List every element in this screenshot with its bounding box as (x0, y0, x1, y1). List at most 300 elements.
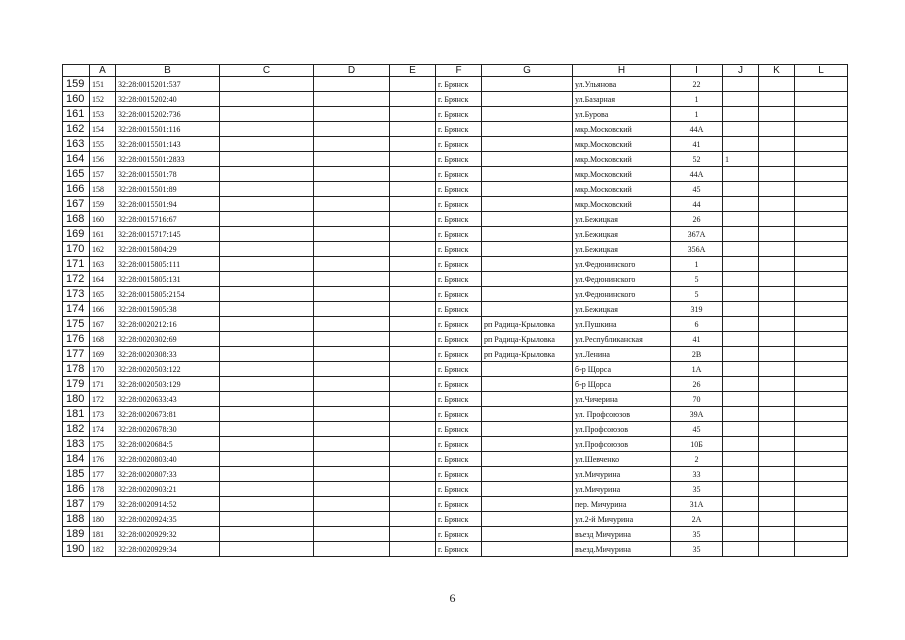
cell-i-house[interactable]: 356А (671, 242, 723, 257)
cell-l[interactable] (795, 422, 848, 437)
cell-d[interactable] (314, 407, 390, 422)
cell-d[interactable] (314, 77, 390, 92)
cell-l[interactable] (795, 257, 848, 272)
cell-a[interactable]: 179 (90, 497, 116, 512)
cell-e[interactable] (390, 77, 436, 92)
cell-j[interactable] (723, 527, 759, 542)
cell-g-settlement[interactable] (482, 107, 573, 122)
cell-i-house[interactable]: 39А (671, 407, 723, 422)
cell-l[interactable] (795, 467, 848, 482)
cell-b-cadastral-number[interactable]: 32:28:0015805:2154 (116, 287, 220, 302)
cell-k[interactable] (759, 77, 795, 92)
cell-g-settlement[interactable] (482, 287, 573, 302)
cell-b-cadastral-number[interactable]: 32:28:0020633:43 (116, 392, 220, 407)
cell-j[interactable] (723, 437, 759, 452)
cell-f-city[interactable]: г. Брянск (436, 92, 482, 107)
cell-d[interactable] (314, 287, 390, 302)
cell-j[interactable] (723, 347, 759, 362)
cell-e[interactable] (390, 437, 436, 452)
cell-e[interactable] (390, 542, 436, 557)
cell-i-house[interactable]: 367А (671, 227, 723, 242)
cell-d[interactable] (314, 137, 390, 152)
cell-c[interactable] (220, 542, 314, 557)
cell-i-house[interactable]: 1 (671, 92, 723, 107)
cell-k[interactable] (759, 317, 795, 332)
cell-f-city[interactable]: г. Брянск (436, 482, 482, 497)
cell-d[interactable] (314, 212, 390, 227)
cell-b-cadastral-number[interactable]: 32:28:0015201:537 (116, 77, 220, 92)
cell-f-city[interactable]: г. Брянск (436, 242, 482, 257)
cell-e[interactable] (390, 527, 436, 542)
cell-f-city[interactable]: г. Брянск (436, 302, 482, 317)
cell-c[interactable] (220, 317, 314, 332)
cell-h-street[interactable]: ул.Ульянова (573, 77, 671, 92)
cell-l[interactable] (795, 452, 848, 467)
cell-e[interactable] (390, 362, 436, 377)
cell-l[interactable] (795, 107, 848, 122)
cell-f-city[interactable]: г. Брянск (436, 317, 482, 332)
cell-i-house[interactable]: 22 (671, 77, 723, 92)
cell-k[interactable] (759, 272, 795, 287)
cell-a[interactable]: 165 (90, 287, 116, 302)
cell-k[interactable] (759, 437, 795, 452)
cell-j[interactable] (723, 332, 759, 347)
cell-f-city[interactable]: г. Брянск (436, 452, 482, 467)
cell-a[interactable]: 176 (90, 452, 116, 467)
cell-i-house[interactable]: 319 (671, 302, 723, 317)
cell-g-settlement[interactable] (482, 392, 573, 407)
cell-g-settlement[interactable]: рп Радица-Крыловка (482, 317, 573, 332)
cell-j[interactable] (723, 512, 759, 527)
cell-k[interactable] (759, 107, 795, 122)
cell-k[interactable] (759, 422, 795, 437)
cell-b-cadastral-number[interactable]: 32:28:0020914:52 (116, 497, 220, 512)
cell-c[interactable] (220, 152, 314, 167)
cell-i-house[interactable]: 10Б (671, 437, 723, 452)
cell-g-settlement[interactable] (482, 407, 573, 422)
cell-e[interactable] (390, 497, 436, 512)
cell-l[interactable] (795, 242, 848, 257)
cell-c[interactable] (220, 92, 314, 107)
cell-b-cadastral-number[interactable]: 32:28:0015501:116 (116, 122, 220, 137)
cell-k[interactable] (759, 137, 795, 152)
cell-k[interactable] (759, 482, 795, 497)
cell-j[interactable] (723, 257, 759, 272)
cell-h-street[interactable]: ул.Профсоюзов (573, 437, 671, 452)
cell-j[interactable] (723, 272, 759, 287)
cell-l[interactable] (795, 302, 848, 317)
cell-g-settlement[interactable] (482, 542, 573, 557)
cell-a[interactable]: 172 (90, 392, 116, 407)
cell-j[interactable] (723, 422, 759, 437)
cell-a[interactable]: 154 (90, 122, 116, 137)
cell-l[interactable] (795, 317, 848, 332)
cell-a[interactable]: 161 (90, 227, 116, 242)
cell-g-settlement[interactable] (482, 497, 573, 512)
cell-i-house[interactable]: 44 (671, 197, 723, 212)
cell-i-house[interactable]: 52 (671, 152, 723, 167)
cell-l[interactable] (795, 287, 848, 302)
cell-f-city[interactable]: г. Брянск (436, 377, 482, 392)
cell-k[interactable] (759, 242, 795, 257)
cell-f-city[interactable]: г. Брянск (436, 332, 482, 347)
cell-e[interactable] (390, 212, 436, 227)
cell-e[interactable] (390, 407, 436, 422)
cell-f-city[interactable]: г. Брянск (436, 422, 482, 437)
cell-h-street[interactable]: ул.Бежицкая (573, 227, 671, 242)
cell-i-house[interactable]: 45 (671, 182, 723, 197)
cell-c[interactable] (220, 287, 314, 302)
cell-b-cadastral-number[interactable]: 32:28:0015905:38 (116, 302, 220, 317)
cell-f-city[interactable]: г. Брянск (436, 212, 482, 227)
cell-g-settlement[interactable] (482, 92, 573, 107)
cell-l[interactable] (795, 542, 848, 557)
cell-c[interactable] (220, 302, 314, 317)
cell-e[interactable] (390, 92, 436, 107)
cell-a[interactable]: 164 (90, 272, 116, 287)
cell-f-city[interactable]: г. Брянск (436, 392, 482, 407)
cell-f-city[interactable]: г. Брянск (436, 542, 482, 557)
cell-l[interactable] (795, 77, 848, 92)
cell-c[interactable] (220, 227, 314, 242)
cell-a[interactable]: 178 (90, 482, 116, 497)
cell-h-street[interactable]: ул.Федюнинского (573, 287, 671, 302)
cell-l[interactable] (795, 197, 848, 212)
cell-g-settlement[interactable] (482, 152, 573, 167)
cell-j[interactable] (723, 497, 759, 512)
cell-d[interactable] (314, 122, 390, 137)
cell-d[interactable] (314, 482, 390, 497)
cell-h-street[interactable]: пер. Мичурина (573, 497, 671, 512)
cell-c[interactable] (220, 392, 314, 407)
cell-k[interactable] (759, 362, 795, 377)
cell-a[interactable]: 171 (90, 377, 116, 392)
cell-g-settlement[interactable] (482, 377, 573, 392)
cell-l[interactable] (795, 482, 848, 497)
cell-b-cadastral-number[interactable]: 32:28:0015805:111 (116, 257, 220, 272)
cell-k[interactable] (759, 407, 795, 422)
cell-k[interactable] (759, 182, 795, 197)
cell-k[interactable] (759, 167, 795, 182)
cell-h-street[interactable]: ул.Бурова (573, 107, 671, 122)
cell-e[interactable] (390, 152, 436, 167)
cell-f-city[interactable]: г. Брянск (436, 467, 482, 482)
cell-i-house[interactable]: 5 (671, 287, 723, 302)
cell-d[interactable] (314, 422, 390, 437)
cell-h-street[interactable]: ул.Мичурина (573, 467, 671, 482)
cell-b-cadastral-number[interactable]: 32:28:0015501:94 (116, 197, 220, 212)
cell-a[interactable]: 166 (90, 302, 116, 317)
cell-l[interactable] (795, 122, 848, 137)
cell-g-settlement[interactable] (482, 362, 573, 377)
cell-j[interactable] (723, 137, 759, 152)
cell-d[interactable] (314, 302, 390, 317)
cell-b-cadastral-number[interactable]: 32:28:0015501:2833 (116, 152, 220, 167)
cell-c[interactable] (220, 197, 314, 212)
cell-f-city[interactable]: г. Брянск (436, 182, 482, 197)
cell-d[interactable] (314, 497, 390, 512)
cell-h-street[interactable]: въезд.Мичурина (573, 542, 671, 557)
cell-e[interactable] (390, 512, 436, 527)
cell-d[interactable] (314, 167, 390, 182)
cell-e[interactable] (390, 332, 436, 347)
cell-a[interactable]: 156 (90, 152, 116, 167)
cell-c[interactable] (220, 512, 314, 527)
cell-l[interactable] (795, 137, 848, 152)
cell-k[interactable] (759, 527, 795, 542)
cell-e[interactable] (390, 287, 436, 302)
cell-b-cadastral-number[interactable]: 32:28:0020684:5 (116, 437, 220, 452)
cell-i-house[interactable]: 2А (671, 512, 723, 527)
cell-b-cadastral-number[interactable]: 32:28:0015501:78 (116, 167, 220, 182)
cell-b-cadastral-number[interactable]: 32:28:0020308:33 (116, 347, 220, 362)
cell-j[interactable]: 1 (723, 152, 759, 167)
cell-j[interactable] (723, 182, 759, 197)
cell-d[interactable] (314, 272, 390, 287)
cell-a[interactable]: 177 (90, 467, 116, 482)
cell-j[interactable] (723, 362, 759, 377)
cell-b-cadastral-number[interactable]: 32:28:0015202:40 (116, 92, 220, 107)
cell-f-city[interactable]: г. Брянск (436, 152, 482, 167)
cell-d[interactable] (314, 467, 390, 482)
cell-i-house[interactable]: 6 (671, 317, 723, 332)
cell-i-house[interactable]: 2В (671, 347, 723, 362)
cell-h-street[interactable]: въезд Мичурина (573, 527, 671, 542)
cell-g-settlement[interactable] (482, 137, 573, 152)
cell-d[interactable] (314, 437, 390, 452)
cell-b-cadastral-number[interactable]: 32:28:0020803:40 (116, 452, 220, 467)
cell-b-cadastral-number[interactable]: 32:28:0020212:16 (116, 317, 220, 332)
cell-l[interactable] (795, 392, 848, 407)
cell-a[interactable]: 157 (90, 167, 116, 182)
cell-b-cadastral-number[interactable]: 32:28:0020503:129 (116, 377, 220, 392)
cell-e[interactable] (390, 482, 436, 497)
cell-h-street[interactable]: ул.Бежицкая (573, 212, 671, 227)
cell-g-settlement[interactable] (482, 452, 573, 467)
cell-i-house[interactable]: 33 (671, 467, 723, 482)
cell-j[interactable] (723, 542, 759, 557)
cell-i-house[interactable]: 41 (671, 137, 723, 152)
cell-e[interactable] (390, 197, 436, 212)
cell-i-house[interactable]: 2 (671, 452, 723, 467)
cell-j[interactable] (723, 377, 759, 392)
cell-e[interactable] (390, 377, 436, 392)
cell-h-street[interactable]: мкр.Московский (573, 152, 671, 167)
cell-i-house[interactable]: 35 (671, 527, 723, 542)
cell-g-settlement[interactable] (482, 122, 573, 137)
cell-a[interactable]: 182 (90, 542, 116, 557)
cell-a[interactable]: 158 (90, 182, 116, 197)
cell-d[interactable] (314, 512, 390, 527)
cell-b-cadastral-number[interactable]: 32:28:0020924:35 (116, 512, 220, 527)
cell-b-cadastral-number[interactable]: 32:28:0015716:67 (116, 212, 220, 227)
cell-h-street[interactable]: ул.Шевченко (573, 452, 671, 467)
cell-b-cadastral-number[interactable]: 32:28:0020678:30 (116, 422, 220, 437)
cell-g-settlement[interactable] (482, 197, 573, 212)
cell-c[interactable] (220, 77, 314, 92)
cell-e[interactable] (390, 422, 436, 437)
cell-h-street[interactable]: мкр.Московский (573, 182, 671, 197)
cell-j[interactable] (723, 122, 759, 137)
cell-l[interactable] (795, 377, 848, 392)
cell-k[interactable] (759, 257, 795, 272)
cell-f-city[interactable]: г. Брянск (436, 362, 482, 377)
cell-c[interactable] (220, 122, 314, 137)
cell-j[interactable] (723, 212, 759, 227)
cell-e[interactable] (390, 242, 436, 257)
cell-i-house[interactable]: 44А (671, 167, 723, 182)
cell-f-city[interactable]: г. Брянск (436, 77, 482, 92)
cell-c[interactable] (220, 452, 314, 467)
cell-c[interactable] (220, 272, 314, 287)
cell-f-city[interactable]: г. Брянск (436, 287, 482, 302)
cell-d[interactable] (314, 542, 390, 557)
cell-a[interactable]: 170 (90, 362, 116, 377)
cell-a[interactable]: 181 (90, 527, 116, 542)
cell-j[interactable] (723, 467, 759, 482)
cell-g-settlement[interactable] (482, 257, 573, 272)
cell-i-house[interactable]: 35 (671, 542, 723, 557)
cell-c[interactable] (220, 212, 314, 227)
cell-h-street[interactable]: ул.Республиканская (573, 332, 671, 347)
cell-f-city[interactable]: г. Брянск (436, 512, 482, 527)
cell-i-house[interactable]: 5 (671, 272, 723, 287)
cell-l[interactable] (795, 332, 848, 347)
cell-c[interactable] (220, 407, 314, 422)
cell-a[interactable]: 151 (90, 77, 116, 92)
cell-c[interactable] (220, 482, 314, 497)
cell-h-street[interactable]: ул.2-й Мичурина (573, 512, 671, 527)
cell-k[interactable] (759, 497, 795, 512)
cell-d[interactable] (314, 377, 390, 392)
cell-c[interactable] (220, 362, 314, 377)
cell-d[interactable] (314, 392, 390, 407)
cell-k[interactable] (759, 212, 795, 227)
cell-e[interactable] (390, 302, 436, 317)
cell-k[interactable] (759, 467, 795, 482)
cell-l[interactable] (795, 272, 848, 287)
cell-c[interactable] (220, 467, 314, 482)
cell-c[interactable] (220, 137, 314, 152)
cell-c[interactable] (220, 437, 314, 452)
cell-c[interactable] (220, 107, 314, 122)
cell-a[interactable]: 162 (90, 242, 116, 257)
cell-f-city[interactable]: г. Брянск (436, 227, 482, 242)
cell-j[interactable] (723, 407, 759, 422)
cell-d[interactable] (314, 452, 390, 467)
cell-h-street[interactable]: мкр.Московский (573, 197, 671, 212)
cell-h-street[interactable]: б-р Щорса (573, 362, 671, 377)
cell-i-house[interactable]: 1 (671, 257, 723, 272)
cell-k[interactable] (759, 452, 795, 467)
cell-k[interactable] (759, 512, 795, 527)
cell-h-street[interactable]: ул.Чичерина (573, 392, 671, 407)
cell-h-street[interactable]: б-р Щорса (573, 377, 671, 392)
cell-a[interactable]: 180 (90, 512, 116, 527)
cell-f-city[interactable]: г. Брянск (436, 257, 482, 272)
cell-c[interactable] (220, 497, 314, 512)
cell-e[interactable] (390, 257, 436, 272)
cell-k[interactable] (759, 392, 795, 407)
cell-k[interactable] (759, 92, 795, 107)
cell-a[interactable]: 173 (90, 407, 116, 422)
cell-k[interactable] (759, 347, 795, 362)
cell-j[interactable] (723, 452, 759, 467)
cell-g-settlement[interactable] (482, 212, 573, 227)
cell-d[interactable] (314, 107, 390, 122)
cell-l[interactable] (795, 362, 848, 377)
cell-g-settlement[interactable] (482, 512, 573, 527)
cell-h-street[interactable]: ул.Бежицкая (573, 302, 671, 317)
cell-e[interactable] (390, 317, 436, 332)
cell-b-cadastral-number[interactable]: 32:28:0015805:131 (116, 272, 220, 287)
cell-j[interactable] (723, 197, 759, 212)
cell-c[interactable] (220, 257, 314, 272)
cell-e[interactable] (390, 107, 436, 122)
cell-f-city[interactable]: г. Брянск (436, 272, 482, 287)
cell-e[interactable] (390, 122, 436, 137)
cell-e[interactable] (390, 347, 436, 362)
cell-h-street[interactable]: ул.Ленина (573, 347, 671, 362)
cell-i-house[interactable]: 45 (671, 422, 723, 437)
cell-l[interactable] (795, 227, 848, 242)
cell-i-house[interactable]: 35 (671, 482, 723, 497)
cell-h-street[interactable]: ул.Мичурина (573, 482, 671, 497)
cell-j[interactable] (723, 107, 759, 122)
cell-g-settlement[interactable] (482, 242, 573, 257)
cell-g-settlement[interactable] (482, 167, 573, 182)
cell-l[interactable] (795, 407, 848, 422)
cell-b-cadastral-number[interactable]: 32:28:0015717:145 (116, 227, 220, 242)
cell-h-street[interactable]: ул. Профсоюзов (573, 407, 671, 422)
cell-j[interactable] (723, 92, 759, 107)
cell-a[interactable]: 152 (90, 92, 116, 107)
cell-h-street[interactable]: мкр.Московский (573, 137, 671, 152)
cell-j[interactable] (723, 392, 759, 407)
cell-d[interactable] (314, 527, 390, 542)
cell-l[interactable] (795, 497, 848, 512)
cell-c[interactable] (220, 167, 314, 182)
cell-c[interactable] (220, 377, 314, 392)
cell-d[interactable] (314, 257, 390, 272)
cell-h-street[interactable]: мкр.Московский (573, 122, 671, 137)
cell-d[interactable] (314, 242, 390, 257)
cell-b-cadastral-number[interactable]: 32:28:0020503:122 (116, 362, 220, 377)
cell-f-city[interactable]: г. Брянск (436, 197, 482, 212)
cell-c[interactable] (220, 347, 314, 362)
cell-e[interactable] (390, 227, 436, 242)
cell-g-settlement[interactable] (482, 437, 573, 452)
cell-j[interactable] (723, 302, 759, 317)
cell-g-settlement[interactable]: рп Радица-Крыловка (482, 347, 573, 362)
cell-a[interactable]: 163 (90, 257, 116, 272)
cell-l[interactable] (795, 512, 848, 527)
cell-k[interactable] (759, 197, 795, 212)
cell-l[interactable] (795, 347, 848, 362)
cell-f-city[interactable]: г. Брянск (436, 137, 482, 152)
cell-a[interactable]: 159 (90, 197, 116, 212)
cell-j[interactable] (723, 287, 759, 302)
cell-k[interactable] (759, 377, 795, 392)
cell-k[interactable] (759, 152, 795, 167)
cell-g-settlement[interactable] (482, 182, 573, 197)
cell-g-settlement[interactable] (482, 227, 573, 242)
cell-e[interactable] (390, 137, 436, 152)
cell-g-settlement[interactable] (482, 467, 573, 482)
cell-b-cadastral-number[interactable]: 32:28:0020302:69 (116, 332, 220, 347)
cell-d[interactable] (314, 92, 390, 107)
cell-h-street[interactable]: ул.Пушкина (573, 317, 671, 332)
